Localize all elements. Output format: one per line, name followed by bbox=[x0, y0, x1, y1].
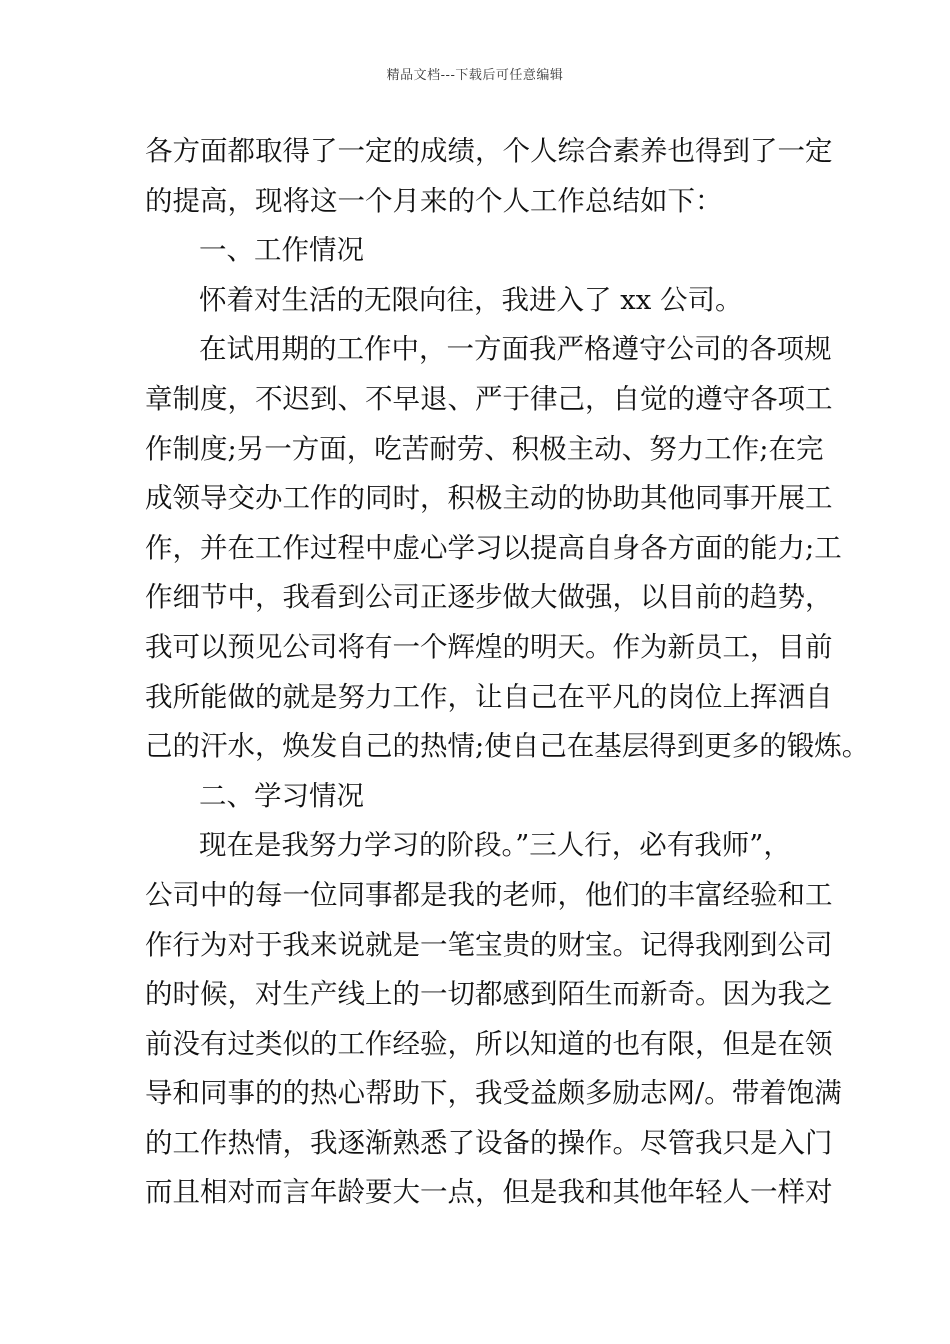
text-line: 我所能做的就是努力工作，让自己在平凡的岗位上挥洒自 bbox=[145, 680, 833, 713]
text-line: 章制度，不迟到、不早退、严于律己，自觉的遵守各项工 bbox=[145, 382, 833, 415]
text-line: 各方面都取得了一定的成绩，个人综合素养也得到了一定 bbox=[145, 135, 833, 167]
text-line: 成领导交办工作的同时，积极主动的协助其他同事开展工 bbox=[145, 482, 833, 515]
text-line: 现在是我努力学习的阶段。”三人行，必有我师”， bbox=[199, 829, 791, 862]
document-body bbox=[145, 127, 870, 1218]
text-line: 的时候，对生产线上的一切都感到陌生而新奇。因为我之 bbox=[145, 978, 833, 1011]
text-line: 前没有过类似的工作经验，所以知道的也有限，但是在领 bbox=[145, 1027, 833, 1060]
text-line: 二、学习情况 bbox=[199, 779, 364, 812]
text-line: 怀着对生活的无限向往，我进入了 xx 公司。 bbox=[199, 283, 743, 316]
text-line: 一、工作情况 bbox=[199, 234, 364, 267]
text-line: 作行为对于我来说就是一笔宝贵的财宝。记得我刚到公司 bbox=[145, 928, 833, 961]
text-line: 作制度;另一方面，吃苦耐劳、积极主动、努力工作;在完 bbox=[145, 432, 824, 465]
text-line: 在试用期的工作中，一方面我严格遵守公司的各项规 bbox=[199, 333, 832, 366]
text-line: 我可以预见公司将有一个辉煌的明天。作为新员工，目前 bbox=[145, 630, 833, 663]
text-line: 作细节中，我看到公司正逐步做大做强，以目前的趋势， bbox=[145, 581, 833, 614]
text-line: 作，并在工作过程中虚心学习以提高自身各方面的能力;工 bbox=[145, 531, 842, 564]
text-line: 的工作热情，我逐渐熟悉了设备的操作。尽管我只是入门 bbox=[145, 1126, 833, 1159]
text-line: 的提高，现将这一个月来的个人工作总结如下： bbox=[145, 184, 723, 217]
text-line: 公司中的每一位同事都是我的老师，他们的丰富经验和工 bbox=[145, 878, 833, 911]
page-header: 精品文档---下载后可任意编辑 bbox=[386, 68, 564, 83]
text-line: 导和同事的的热心帮助下，我受益颇多励志网/。带着饱满 bbox=[145, 1077, 842, 1110]
text-line: 己的汗水，焕发自己的热情;使自己在基层得到更多的锻炼。 bbox=[145, 730, 870, 763]
text-line: 而且相对而言年龄要大一点，但是我和其他年轻人一样对 bbox=[145, 1176, 833, 1209]
